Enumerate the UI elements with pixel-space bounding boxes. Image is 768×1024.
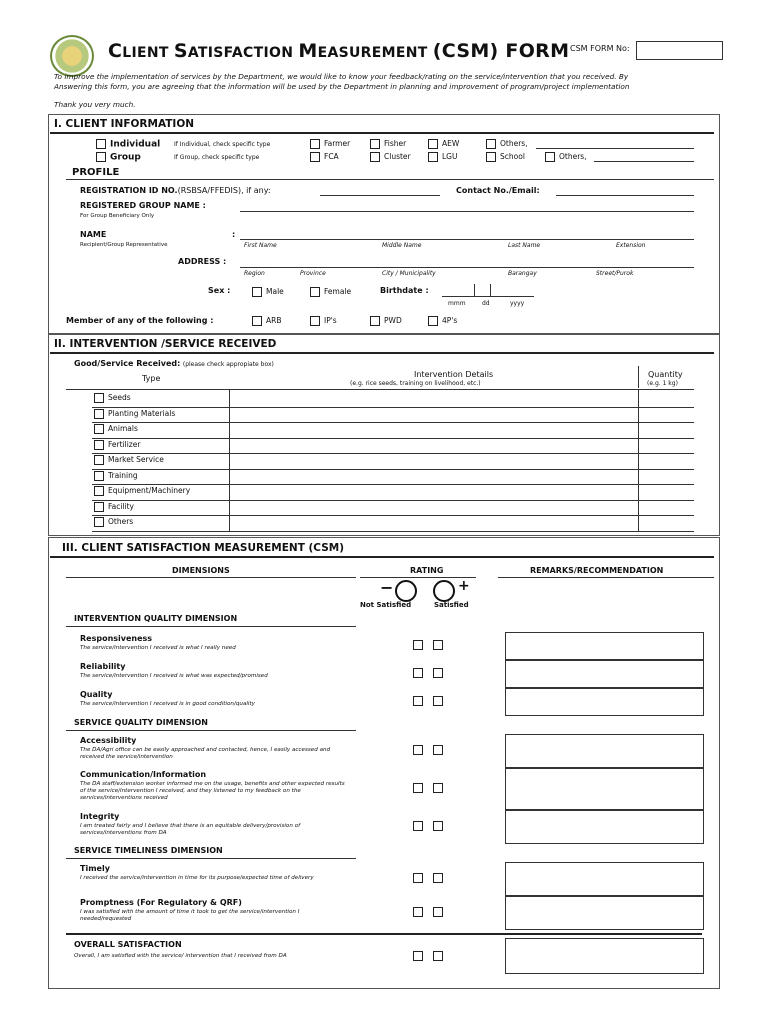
type-3-checkbox[interactable]: Fertilizer bbox=[94, 440, 140, 450]
type-5-checkbox[interactable]: Training bbox=[94, 471, 138, 481]
col-details: Intervention Details bbox=[414, 370, 494, 379]
rating-not-satisfied-checkbox[interactable] bbox=[413, 873, 423, 883]
first-name-label: First Name bbox=[244, 242, 277, 249]
individual-hint: If Individual, check specific type bbox=[174, 141, 271, 148]
dimension-desc: I received the service/intervention in time for its purpose/expected time of delivery bbox=[80, 875, 314, 881]
group-hint: If Group, check specific type bbox=[174, 154, 260, 161]
type-0-checkbox[interactable]: Seeds bbox=[94, 393, 131, 403]
overall-not-satisfied-checkbox[interactable] bbox=[413, 951, 423, 961]
col-rating: RATING bbox=[410, 566, 444, 575]
type-4-checkbox[interactable]: Market Service bbox=[94, 455, 164, 465]
col-details-sub: (e.g. rice seeds, training on livelihood, etc.) bbox=[350, 380, 481, 387]
intervention-heading: II. INTERVENTION /SERVICE RECEIVED bbox=[54, 338, 277, 350]
address-input[interactable] bbox=[240, 267, 694, 268]
rating-satisfied-checkbox[interactable] bbox=[433, 907, 443, 917]
contact-label: Contact No./Email: bbox=[456, 186, 540, 195]
rating-satisfied-checkbox[interactable] bbox=[433, 783, 443, 793]
dimension-desc: The DA/Agri office can be easily approached and contacted, hence, I easily accessed and received the service/intervention bbox=[80, 747, 331, 760]
col-quantity-sub: (e.g. 1 kg) bbox=[647, 380, 678, 387]
thanks-text: Thank you very much. bbox=[54, 100, 136, 109]
remarks-input[interactable] bbox=[505, 660, 704, 688]
rating-satisfied-checkbox[interactable] bbox=[433, 640, 443, 650]
registration-input[interactable] bbox=[320, 195, 440, 196]
rating-not-satisfied-checkbox[interactable] bbox=[413, 745, 423, 755]
member-4ps-checkbox[interactable]: 4P's bbox=[428, 316, 457, 326]
client-info-heading: I. CLIENT INFORMATION bbox=[54, 118, 195, 130]
type-cluster-checkbox[interactable]: Cluster bbox=[370, 152, 411, 162]
name-sub: Recipient/Group Representative bbox=[80, 242, 168, 248]
rating-satisfied-checkbox[interactable] bbox=[433, 821, 443, 831]
form-title: CLIENT SATISFACTION MEASUREMENT (CSM) FORM bbox=[108, 40, 570, 62]
dimension-name: Timely bbox=[80, 864, 110, 873]
contact-input[interactable] bbox=[556, 195, 694, 196]
last-name-label: Last Name bbox=[508, 242, 541, 249]
type-row-line bbox=[92, 484, 694, 485]
rating-satisfied-checkbox[interactable] bbox=[433, 668, 443, 678]
col-dimensions: DIMENSIONS bbox=[172, 566, 230, 575]
type-8-checkbox[interactable]: Others bbox=[94, 517, 133, 527]
type-row-line bbox=[92, 422, 694, 423]
sex-label: Sex : bbox=[208, 286, 231, 295]
group-others-checkbox[interactable]: Others, bbox=[545, 152, 587, 162]
csm-form-no-label: CSM FORM No: bbox=[570, 44, 630, 53]
department-logo bbox=[50, 35, 94, 77]
satisfied-label: Satisfied bbox=[434, 601, 469, 609]
type-farmer-checkbox[interactable]: Farmer bbox=[310, 139, 350, 149]
type-row-line bbox=[92, 500, 694, 501]
dimension-name: Quality bbox=[80, 690, 113, 699]
type-fca-checkbox[interactable]: FCA bbox=[310, 152, 339, 162]
group-name-label: REGISTERED GROUP NAME : bbox=[80, 201, 206, 210]
type-fisher-checkbox[interactable]: Fisher bbox=[370, 139, 406, 149]
dimension-name: Promptness (For Regulatory & QRF) bbox=[80, 898, 242, 907]
province-label: Province bbox=[300, 270, 326, 277]
col-type: Type bbox=[142, 374, 161, 383]
rating-satisfied-checkbox[interactable] bbox=[433, 696, 443, 706]
dimension-name: Communication/Information bbox=[80, 770, 207, 779]
dimension-desc: I am treated fairly and I believe that there is an equitable delivery/provision of services/interventions from DA bbox=[80, 823, 301, 836]
dimension-desc: The service/intervention I received is what was expected/promised bbox=[80, 673, 268, 679]
individual-checkbox[interactable]: Individual bbox=[96, 139, 160, 150]
birthdate-label: Birthdate : bbox=[380, 286, 429, 295]
dimension-name: Reliability bbox=[80, 662, 126, 671]
member-arb-checkbox[interactable]: ARB bbox=[252, 316, 282, 326]
remarks-input[interactable] bbox=[505, 632, 704, 660]
dimension-group-title: INTERVENTION QUALITY DIMENSION bbox=[74, 614, 238, 623]
rating-satisfied-checkbox[interactable] bbox=[433, 745, 443, 755]
satisfied-face-icon bbox=[433, 580, 455, 602]
name-colon: : bbox=[232, 230, 236, 239]
csm-heading: III. CLIENT SATISFACTION MEASUREMENT (CSM) bbox=[62, 542, 345, 554]
type-others-checkbox[interactable]: Others, bbox=[486, 139, 528, 149]
type-school-checkbox[interactable]: School bbox=[486, 152, 525, 162]
member-label: Member of any of the following : bbox=[66, 316, 214, 325]
remarks-input[interactable] bbox=[505, 734, 704, 768]
type-6-checkbox[interactable]: Equipment/Machinery bbox=[94, 486, 190, 496]
type-row-line bbox=[92, 438, 694, 439]
birth-month-label: mmm bbox=[448, 300, 466, 307]
remarks-input[interactable] bbox=[505, 810, 704, 844]
group-checkbox[interactable]: Group bbox=[96, 152, 141, 163]
dimension-group-title: SERVICE TIMELINESS DIMENSION bbox=[74, 846, 223, 855]
type-row-line bbox=[92, 469, 694, 470]
remarks-input[interactable] bbox=[505, 768, 704, 810]
overall-title: OVERALL SATISFACTION bbox=[74, 940, 182, 949]
registration-label: REGISTRATION ID NO.(RSBSA/FFEDIS), if any: bbox=[80, 186, 271, 195]
sex-female-checkbox[interactable]: Female bbox=[310, 287, 351, 297]
type-2-checkbox[interactable]: Animals bbox=[94, 424, 138, 434]
group-name-sub: For Group Beneficiary Only bbox=[80, 213, 155, 219]
rating-not-satisfied-checkbox[interactable] bbox=[413, 640, 423, 650]
dimension-desc: The DA staff/extension worker informed me on the usage, benefits and other expected results of the service/intervention I received, and they listened to my feedback on the services/interventions received bbox=[80, 781, 345, 801]
overall-satisfied-checkbox[interactable] bbox=[433, 951, 443, 961]
col-remarks: REMARKS/RECOMMENDATION bbox=[530, 566, 664, 575]
type-row-line bbox=[92, 407, 694, 408]
type-lgu-checkbox[interactable]: LGU bbox=[428, 152, 457, 162]
barangay-label: Barangay bbox=[508, 270, 537, 277]
remarks-input[interactable] bbox=[505, 896, 704, 930]
type-7-checkbox[interactable]: Facility bbox=[94, 502, 134, 512]
middle-name-label: Middle Name bbox=[382, 242, 422, 249]
dimension-name: Responsiveness bbox=[80, 634, 153, 643]
dimension-desc: The service/intervention I received is what I really need bbox=[80, 645, 236, 651]
dimension-group-title: SERVICE QUALITY DIMENSION bbox=[74, 718, 208, 727]
minus-sign: − bbox=[380, 578, 394, 597]
csm-form-no-input[interactable] bbox=[636, 41, 723, 60]
rating-not-satisfied-checkbox[interactable] bbox=[413, 907, 423, 917]
extension-label: Extension bbox=[616, 242, 646, 249]
type-1-checkbox[interactable]: Planting Materials bbox=[94, 409, 175, 419]
dimension-name: Accessibility bbox=[80, 736, 137, 745]
member-ip-checkbox[interactable]: IP's bbox=[310, 316, 337, 326]
rating-not-satisfied-checkbox[interactable] bbox=[413, 783, 423, 793]
remarks-input[interactable] bbox=[505, 688, 704, 716]
group-name-input[interactable] bbox=[240, 211, 694, 212]
dimension-desc: The service/intervention I received is in good condition/quality bbox=[80, 701, 255, 707]
name-label: NAME bbox=[80, 230, 107, 239]
intro-text: To improve the implementation of services by the Department, we would like to know your feedback/rating on the service/intervention that you received. By Answering this form, you are agreeing that the information will be used by the Department in planning and improvement of program/project implementation bbox=[54, 72, 630, 91]
rating-not-satisfied-checkbox[interactable] bbox=[413, 821, 423, 831]
region-label: Region bbox=[244, 270, 265, 277]
name-input[interactable] bbox=[240, 239, 694, 240]
rating-not-satisfied-checkbox[interactable] bbox=[413, 668, 423, 678]
rating-satisfied-checkbox[interactable] bbox=[433, 873, 443, 883]
type-row-line bbox=[92, 453, 694, 454]
good-service-label: Good/Service Received: (please check appropiate box) bbox=[74, 359, 274, 368]
profile-heading: PROFILE bbox=[72, 167, 120, 178]
street-label: Street/Purok bbox=[596, 270, 634, 277]
city-label: City / Municipality bbox=[382, 270, 436, 277]
type-row-line bbox=[92, 515, 694, 516]
overall-remarks-input[interactable] bbox=[505, 938, 704, 974]
type-row-line bbox=[92, 531, 694, 532]
overall-desc: Overall, I am satisfied with the service/ intervention that I received from DA bbox=[74, 953, 287, 959]
birth-year-label: yyyy bbox=[510, 300, 525, 307]
col-quantity: Quantity bbox=[648, 370, 683, 379]
not-satisfied-label: Not Satisfied bbox=[360, 601, 412, 609]
remarks-input[interactable] bbox=[505, 862, 704, 896]
address-label: ADDRESS : bbox=[178, 257, 227, 266]
dimension-name: Integrity bbox=[80, 812, 120, 821]
dimension-desc: I was satisfied with the amount of time it took to get the service/intervention I needed/requested bbox=[80, 909, 300, 922]
rating-not-satisfied-checkbox[interactable] bbox=[413, 696, 423, 706]
sex-male-checkbox[interactable]: Male bbox=[252, 287, 284, 297]
plus-sign: + bbox=[458, 578, 470, 594]
member-pwd-checkbox[interactable]: PWD bbox=[370, 316, 402, 326]
not-satisfied-face-icon bbox=[395, 580, 417, 602]
birthdate-input[interactable] bbox=[442, 296, 534, 297]
birth-day-label: dd bbox=[482, 300, 490, 307]
type-aew-checkbox[interactable]: AEW bbox=[428, 139, 459, 149]
